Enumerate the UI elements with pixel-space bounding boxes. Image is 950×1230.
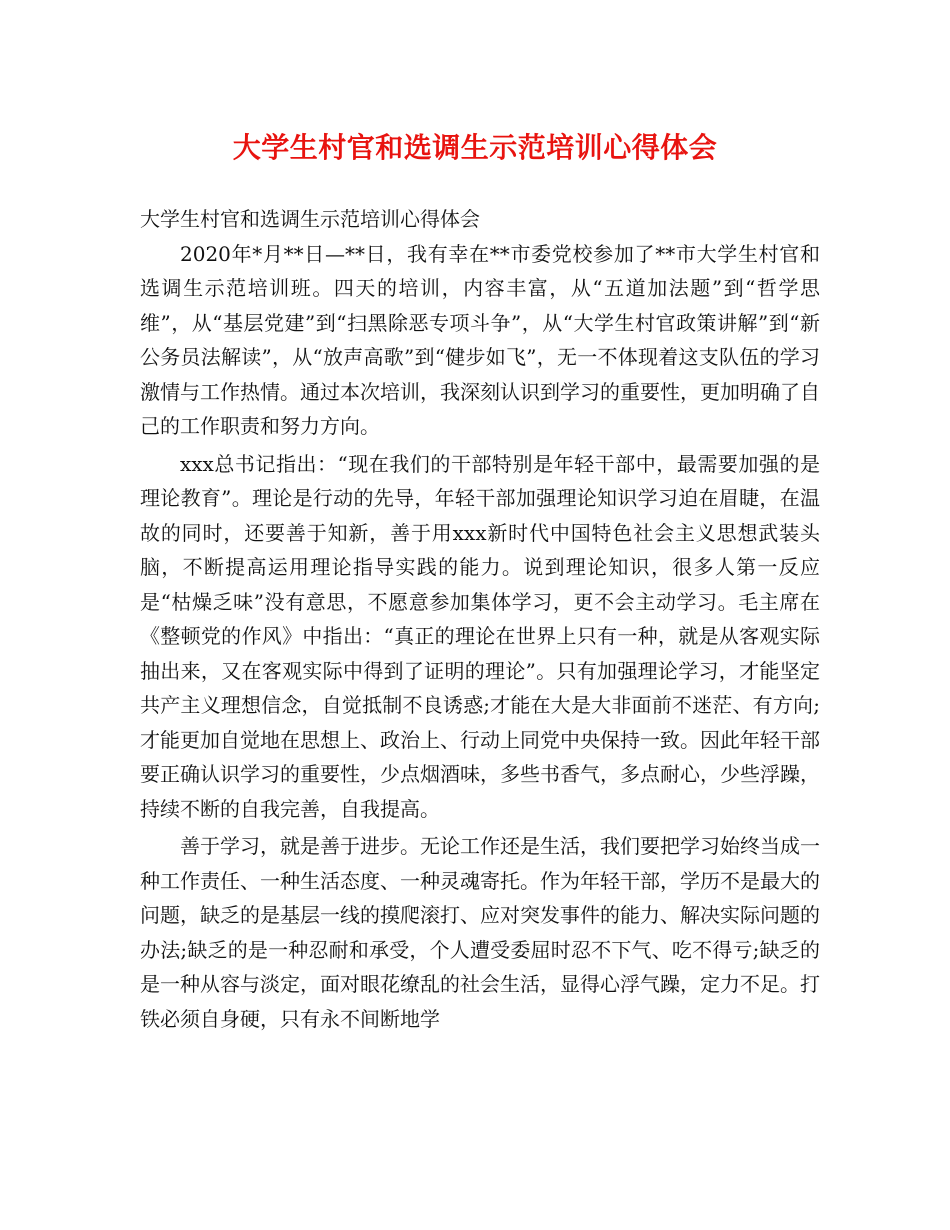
document-body [140, 202, 820, 1036]
paragraph-3: 善于学习，就是善于进步。无论工作还是生活，我们要把学习始终当成一种工作责任、一种生活态度、一种灵魂寄托。作为年轻干部，学历不是最大的问题，缺乏的是基层一线的摸爬滚打、应对突发事件的能力、解决实际问题的办法;缺乏的是一种忍耐和承受，个人遭受委屈时忍不下气、吃不得亏;缺乏的是一种从容与淡定，面对眼花缭乱的社会生活，显得心浮气躁，定力不足。打铁必须自身硬，只有永不间断地学 [140, 834, 820, 1031]
paragraph-2: xxx总书记指出：“现在我们的干部特别是年轻干部中，最需要加强的是理论教育”。理论是行动的先导，年轻干部加强理论知识学习迫在眉睫，在温故的同时，还要善于知新，善于用xxx新时代中国特色社会主义思想武装头脑，不断提高运用理论指导实践的能力。说到理论知识，很多人第一反应是“枯燥乏味”没有意思，不愿意参加集体学习，更不会主动学习。毛主席在《整顿党的作风》中指出：“真正的理论在世界上只有一种，就是从客观实际抽出来，又在客观实际中得到了证明的理论”。只有加强理论学习，才能坚定共产主义理想信念，自觉抵制不良诱惑;才能在大是大非面前不迷茫、有方向;才能更加自觉地在思想上、政治上、行动上同党中央保持一致。因此年轻干部要正确认识学习的重要性，少点烟酒味，多些书香气，多点耐心，少些浮躁，持续不断的自我完善，自我提高。 [140, 451, 820, 821]
document-title: 大学生村官和选调生示范培训心得体会 [232, 131, 718, 164]
paragraph-1: 2020年*月**日—**日，我有幸在**市委党校参加了**市大学生村官和选调生示范培训班。四天的培训，内容丰富，从“五道加法题”到“哲学思维”，从“基层党建”到“扫黑除恶专项斗争”，从“大学生村官政策讲解”到“新公务员法解读”，从“放声高歌”到“健步如飞”，无一不体现着这支队伍的学习激情与工作热情。通过本次培训，我深刻认识到学习的重要性，更加明确了自己的工作职责和努力方向。 [140, 241, 820, 438]
document-subtitle: 大学生村官和选调生示范培训心得体会 [140, 207, 480, 231]
